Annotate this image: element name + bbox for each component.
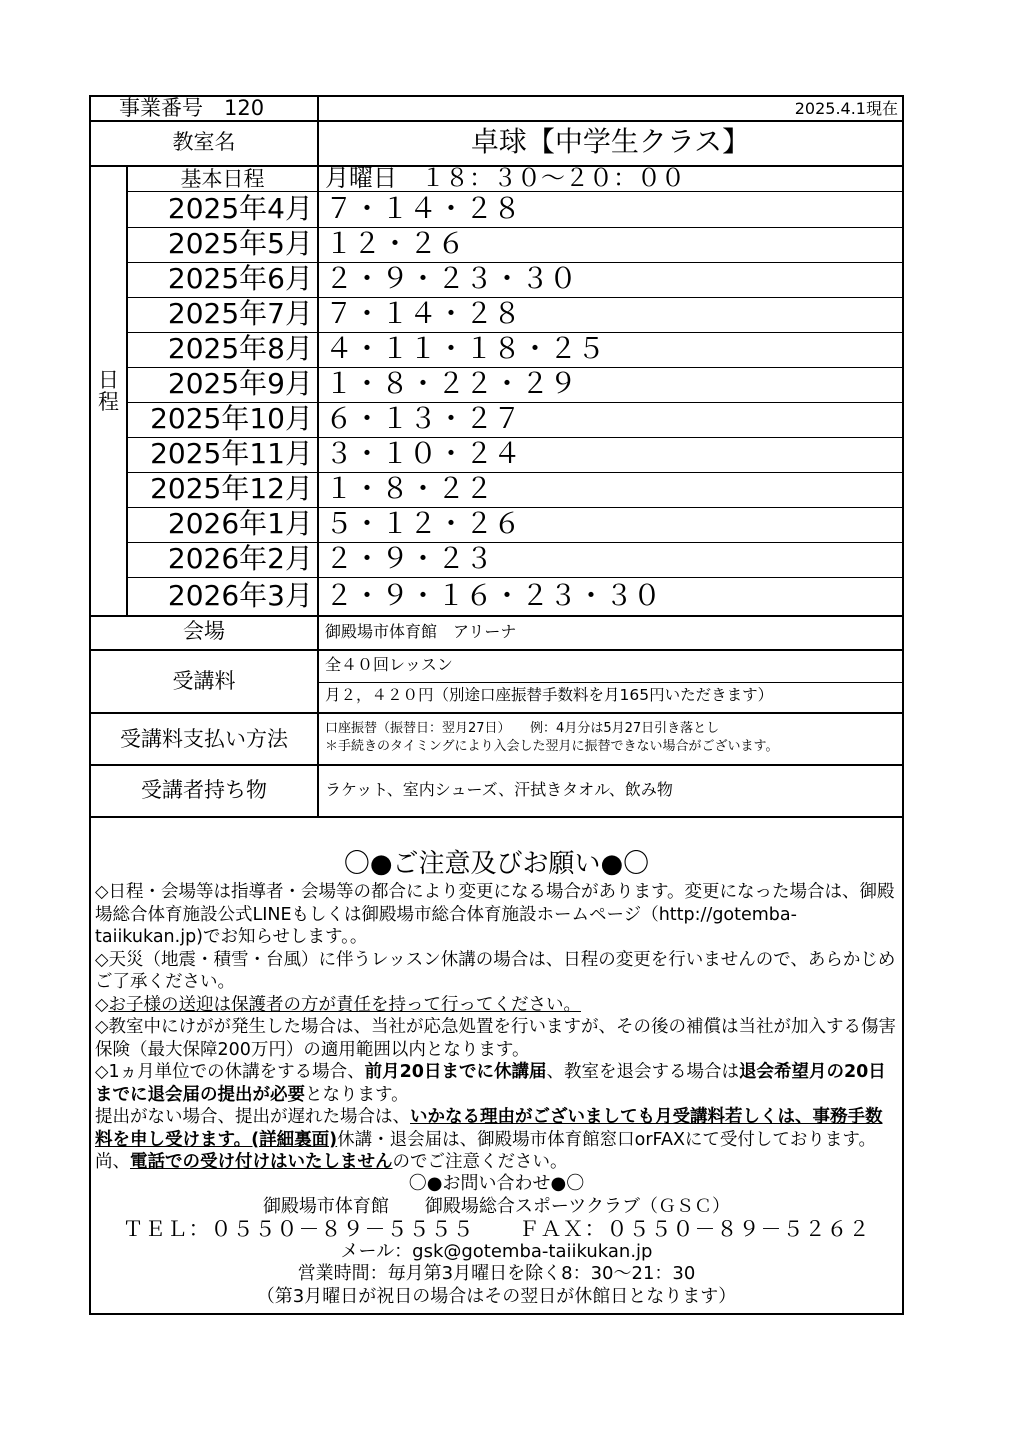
note-mark: ◇ <box>95 994 109 1015</box>
month-label: 2025年4月 <box>167 192 313 225</box>
month-dates: ７・１４・２８ <box>325 297 522 330</box>
month-label: 2025年11月 <box>150 437 313 470</box>
class-label: 教室名 <box>172 130 236 154</box>
note-emphasis: 前月20日までに休講届 <box>364 1062 547 1082</box>
belongings-value: ラケット、室内シューズ、汗拭きタオル、飲み物 <box>325 780 673 799</box>
note-text: ◇1ヵ月単位での休講をする場合、 <box>95 1062 365 1082</box>
note-item: ◇教室中にけがが発生した場合は、当社が応急処置を行いますが、その後の補償は当社が加入する傷害保険（最大保障200万円）の適用範囲以内となります。 <box>95 1017 896 1060</box>
month-dates: ７・１４・２８ <box>325 192 522 225</box>
note-emphasis: お子様の送迎は保護者の方が責任を持って行ってください。 <box>108 994 581 1015</box>
divider <box>126 577 902 578</box>
venue-value: 御殿場市体育館 アリーナ <box>325 622 517 641</box>
month-dates: ２・９・１６・２３・３０ <box>325 579 662 612</box>
fee-monthly: 月２，４２０円（別途口座振替手数料を月165円いただきます） <box>325 686 774 704</box>
notes-title: 〇●ご注意及びお願い●〇 <box>343 849 650 879</box>
note-item <box>95 1061 898 1106</box>
month-label: 2025年6月 <box>167 262 313 295</box>
note-emphasis: 退会希望月の20日までに退会届の提出が必要 <box>95 1062 886 1105</box>
divider <box>317 682 902 683</box>
month-dates: １２・２６ <box>325 227 466 260</box>
month-dates: １・８・２２・２９ <box>325 367 578 400</box>
note-item <box>95 1106 898 1174</box>
closure-note: （第3月曜日が祝日の場合はその翌日が休館日となります） <box>256 1285 737 1307</box>
schedule-side-label: 日程 <box>98 368 119 414</box>
month-dates: ４・１１・１８・２５ <box>325 332 606 365</box>
contact-section <box>91 1173 902 1308</box>
month-label: 2025年9月 <box>167 367 313 400</box>
divider <box>91 816 902 818</box>
month-label: 2026年2月 <box>167 542 313 575</box>
divider <box>91 649 902 651</box>
note-item: ◇天災（地震・積雪・台風）に伴うレッスン休講の場合は、日程の変更を行いませんので、あらかじめご了承ください。 <box>95 949 896 992</box>
contact-phone-fax: ＴＥＬ：０５５０－８９－５５５５ ＦＡＸ：０５５０－８９－５２６２ <box>122 1217 871 1241</box>
month-label: 2026年1月 <box>167 507 313 540</box>
month-dates: ５・１２・２６ <box>325 507 522 540</box>
month-label: 2026年3月 <box>167 579 313 612</box>
note-emphasis: いかなる理由がございましても月受講料若しくは、事務手数料を申し受けます。(詳細裏面) <box>95 1107 883 1150</box>
divider <box>91 120 902 122</box>
month-dates: ６・１３・２７ <box>325 402 522 435</box>
divider <box>317 649 319 816</box>
info-sheet <box>89 95 904 1315</box>
notes-section <box>95 847 898 1174</box>
payment-label: 受講料支払い方法 <box>120 727 288 751</box>
month-dates: ３・１０・２４ <box>325 437 522 470</box>
business-hours: 営業時間：毎月第3月曜日を除く8：30～21：30 <box>297 1263 696 1284</box>
contact-title: 〇●お問い合わせ●〇 <box>408 1173 585 1194</box>
month-dates: ２・９・２３・３０ <box>325 262 578 295</box>
month-label: 2025年5月 <box>167 227 313 260</box>
note-text: 休講・退会届は、御殿場市体育館窓口orFAXにて受付しております。尚、 <box>95 1129 877 1172</box>
basic-schedule-label: 基本日程 <box>180 167 265 191</box>
note-item <box>95 994 898 1017</box>
month-label: 2025年8月 <box>167 332 313 365</box>
note-text: 、教室を退会する場合は <box>546 1062 739 1082</box>
divider <box>317 97 319 649</box>
basic-schedule-value: 月曜日 １８：３０～２０：００ <box>325 164 685 192</box>
note-text: となります。 <box>305 1084 409 1105</box>
fee-label: 受講料 <box>172 669 236 693</box>
month-dates: １・８・２２ <box>325 472 494 505</box>
belongings-label: 受講者持ち物 <box>141 778 267 802</box>
contact-orgs: 御殿場市体育館 御殿場総合スポーツクラブ（ＧＳＣ） <box>262 1195 731 1217</box>
month-label: 2025年7月 <box>167 297 313 330</box>
payment-note: ＊手続きのタイミングにより入会した翌月に振替できない場合がございます。 <box>325 739 779 754</box>
divider <box>91 764 902 766</box>
note-emphasis: 電話での受け付けはいたしません <box>130 1152 393 1172</box>
contact-email: メール：gsk@gotemba-taiikukan.jp <box>340 1240 653 1262</box>
class-name: 卓球【中学生クラス】 <box>470 125 751 158</box>
note-text: のでご注意ください。 <box>392 1152 568 1172</box>
note-text: 提出がない場合、提出が遅れた場合は、 <box>95 1107 410 1127</box>
fee-lessons: 全４０回レッスン <box>325 655 453 674</box>
note-item: ◇日程・会場等は指導者・会場等の都合により変更になる場合があります。変更になった場合は、御殿場総合体育施設公式LINEもしくは御殿場市総合体育施設ホームページ（http://gotemba-taiikukan.jp)でお知らせします。。 <box>95 882 895 947</box>
project-number: 事業番号 120 <box>119 96 265 120</box>
divider <box>91 712 902 714</box>
month-label: 2025年12月 <box>150 472 313 505</box>
divider <box>91 615 902 617</box>
payment-method: 口座振替（振替日：翌月27日） 例：4月分は5月27日引き落とし <box>325 721 720 736</box>
venue-label: 会場 <box>183 619 225 643</box>
as-of-date: 2025.4.1現在 <box>794 99 898 118</box>
month-label: 2025年10月 <box>150 402 313 435</box>
month-dates: ２・９・２３ <box>325 542 494 575</box>
